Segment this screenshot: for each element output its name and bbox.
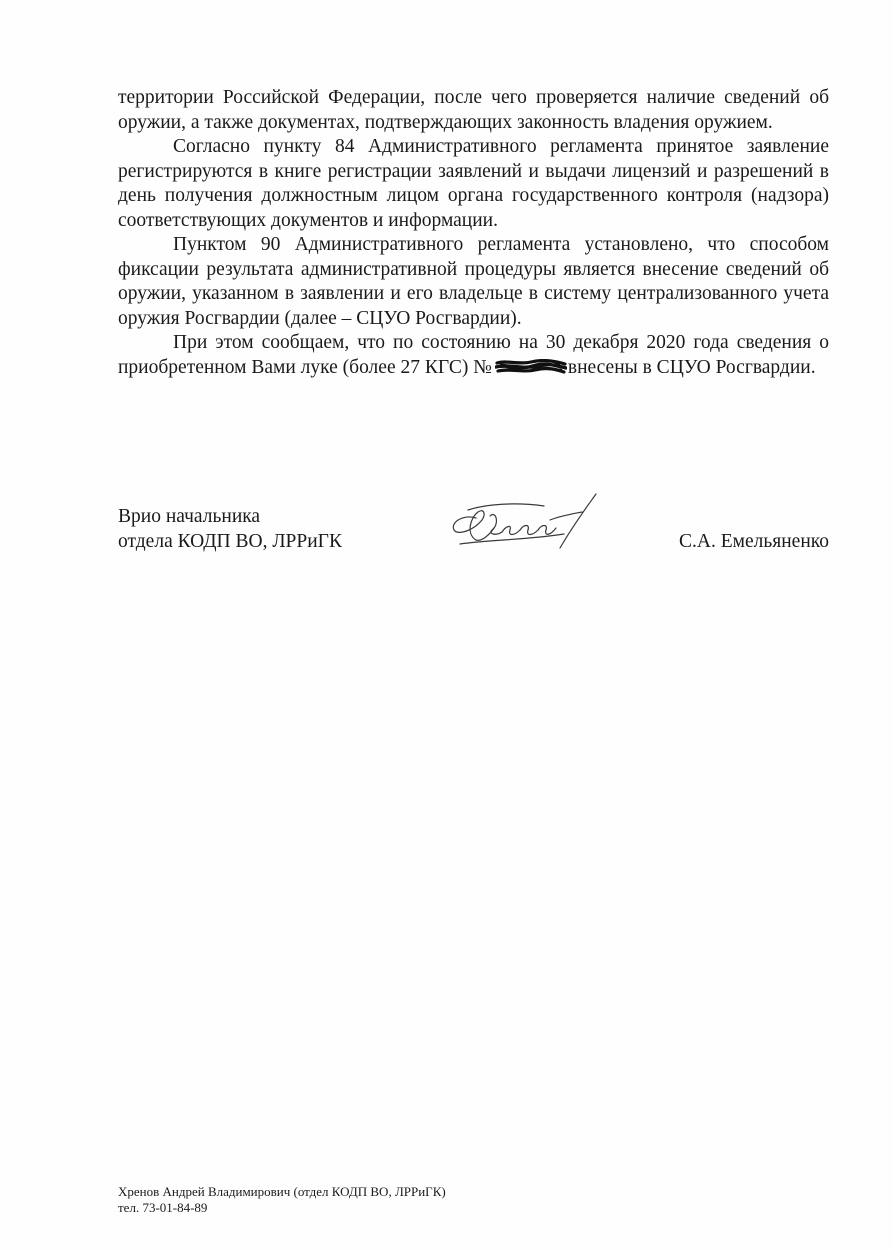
executor-footer <box>118 1184 446 1216</box>
paragraph-3: Пунктом 90 Административного регламента установлено, что способом фиксации результата административной процедуры является внесение сведений об оружии, указанном в заявлении и его владельце в систему централизованного учета оружия Росгвардии (далее – СЦУО Росгвардии). <box>118 234 829 329</box>
position-line-2: отдела КОДП ВО, ЛРРиГК <box>118 531 342 552</box>
executor-name: Хренов Андрей Владимирович (отдел КОДП ВО, ЛРРиГК) <box>118 1184 446 1199</box>
redaction-scribble-icon <box>495 359 567 375</box>
executor-phone: тел. 73-01-84-89 <box>118 1200 208 1215</box>
letter-body <box>118 86 829 380</box>
paragraph-2: Согласно пункту 84 Административного регламента принятое заявление регистрируются в книге регистрации заявлений и выдачи лицензий и разрешений в день получения должностным лицом органа государственного контроля (надзора) соответствующих документов и информации. <box>118 136 829 231</box>
paragraph-4-end: внесены в СЦУО Росгвардии. <box>567 356 816 378</box>
paragraph-4-start: При этом сообщаем, что по состоянию на 30 декабря 2020 года сведения о приобретенном Вами луке (более 27 КГС) № <box>118 332 829 378</box>
signatory-position <box>118 504 342 554</box>
paragraph-1: территории Российской Федерации, после чего проверяется наличие сведений об оружии, а также документах, подтверждающих законность владения оружием. <box>118 87 829 133</box>
paragraph-4 <box>118 331 829 380</box>
handwritten-signature-icon <box>446 490 602 556</box>
position-line-1: Врио начальника <box>118 506 261 527</box>
signer-name: С.А. Емельяненко <box>679 531 829 552</box>
